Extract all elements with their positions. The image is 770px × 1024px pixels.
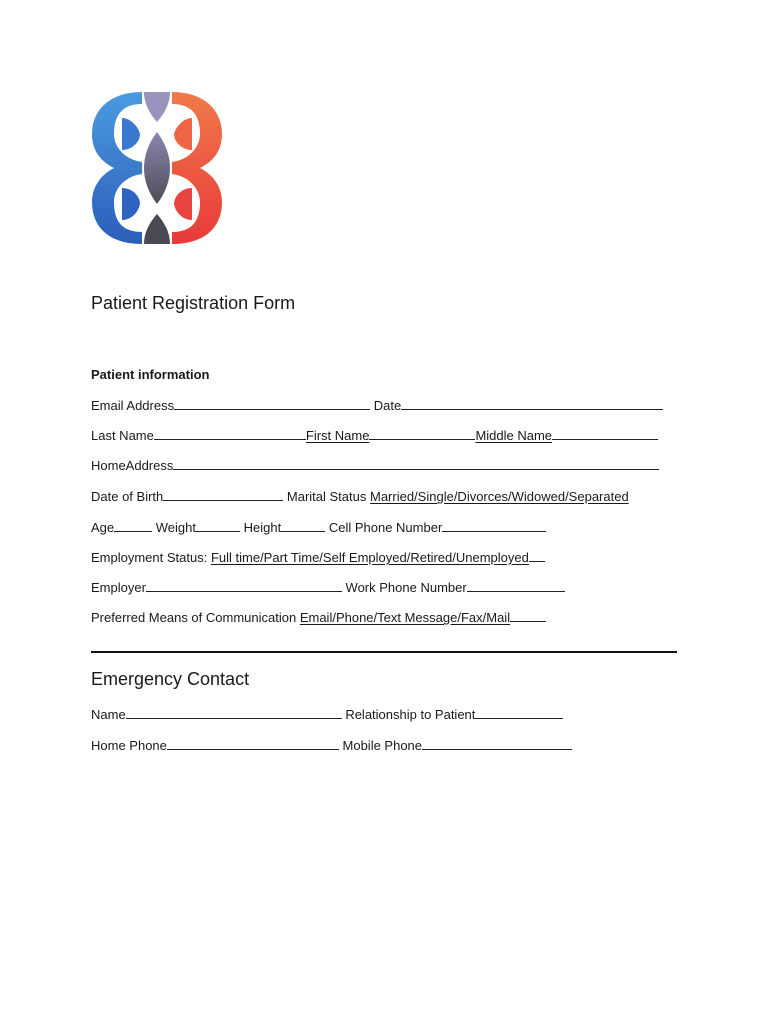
email-label: Email Address (91, 398, 175, 413)
cell-phone-label: Cell Phone Number (328, 520, 443, 535)
weight-label: Weight (155, 520, 196, 535)
employer-row (91, 579, 565, 595)
communication-row (91, 609, 546, 625)
middle-name-label: Middle Name (475, 428, 553, 443)
last-name-field[interactable] (154, 427, 306, 440)
email-date-row (91, 397, 663, 413)
emergency-contact-heading: Emergency Contact (91, 669, 250, 689)
communication-field[interactable] (510, 609, 546, 622)
patient-information-heading: Patient information (91, 367, 210, 382)
employment-status-field[interactable] (529, 549, 545, 562)
name-row (91, 427, 658, 443)
date-field[interactable] (401, 397, 663, 410)
marital-status-label: Marital Status (286, 489, 367, 504)
height-field[interactable] (281, 519, 325, 532)
work-phone-field[interactable] (467, 579, 565, 592)
vitals-row (91, 519, 546, 535)
employer-label: Employer (91, 580, 146, 595)
weight-field[interactable] (196, 519, 240, 532)
cell-phone-field[interactable] (442, 519, 546, 532)
home-address-label: HomeAddress (91, 458, 174, 473)
emergency-name-row (91, 706, 563, 722)
marital-status-options[interactable]: Married/Single/Divorces/Widowed/Separated (370, 489, 629, 504)
employment-row (91, 549, 545, 565)
first-name-label: First Name (305, 428, 370, 443)
home-address-field[interactable] (173, 457, 659, 470)
date-label: Date (373, 398, 402, 413)
relationship-field[interactable] (475, 706, 563, 719)
mobile-phone-field[interactable] (422, 737, 572, 750)
dob-label: Date of Birth (91, 489, 164, 504)
first-name-field[interactable] (369, 427, 475, 440)
form-title: Patient Registration Form (91, 293, 296, 313)
dob-marital-row (91, 488, 629, 504)
email-field[interactable] (174, 397, 370, 410)
employment-status-options[interactable]: Full time/Part Time/Self Employed/Retired/Unemployed (210, 550, 529, 565)
emergency-name-field[interactable] (126, 706, 342, 719)
employment-status-label: Employment Status: (91, 550, 208, 565)
home-phone-field[interactable] (167, 737, 339, 750)
height-label: Height (243, 520, 282, 535)
home-address-row (91, 457, 659, 473)
home-phone-label: Home Phone (91, 738, 167, 753)
section-divider (91, 651, 677, 653)
communication-label: Preferred Means of Communication (91, 610, 297, 625)
work-phone-label: Work Phone Number (345, 580, 467, 595)
age-label: Age (91, 520, 115, 535)
clinic-logo-icon (92, 92, 222, 244)
relationship-label: Relationship to Patient (345, 707, 476, 722)
last-name-label: Last Name (91, 428, 154, 443)
employer-field[interactable] (146, 579, 342, 592)
mobile-phone-label: Mobile Phone (342, 738, 423, 753)
emergency-phone-row (91, 737, 572, 753)
age-field[interactable] (114, 519, 152, 532)
dob-field[interactable] (163, 488, 283, 501)
communication-options[interactable]: Email/Phone/Text Message/Fax/Mail (299, 610, 511, 625)
middle-name-field[interactable] (552, 427, 658, 440)
emergency-name-label: Name (91, 707, 126, 722)
